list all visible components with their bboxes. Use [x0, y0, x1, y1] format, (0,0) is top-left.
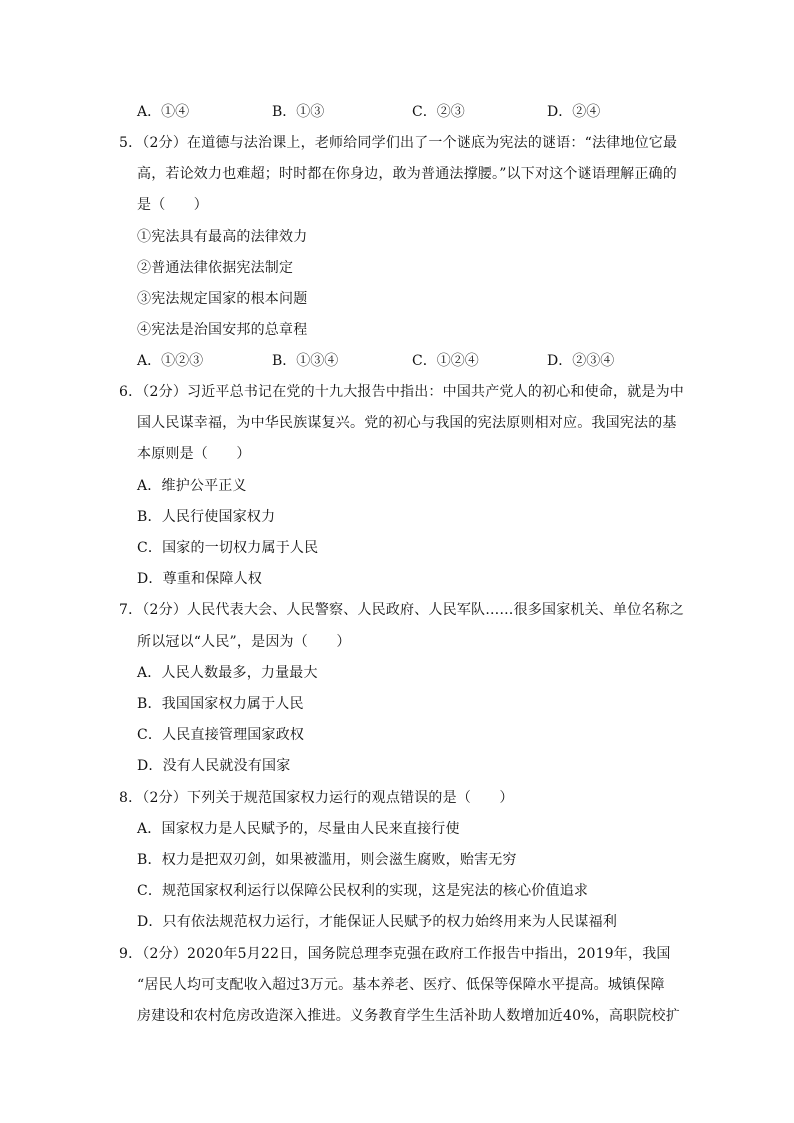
q7-option-a[interactable]: A．人民人数最多，力量最大	[137, 665, 318, 681]
q4-option-a[interactable]: A．①④	[137, 104, 190, 120]
q6-stem-line-1: 6．（2分）习近平总书记在党的十九大报告中指出：中国共产党人的初心和使命，就是为中	[119, 384, 685, 400]
q4-option-d[interactable]: D．②④	[547, 104, 601, 120]
q9-stem-line-3: 房建设和农村危房改造深入推进。义务教育学生生活补助人数增加近40%，高职院校扩	[137, 1008, 680, 1024]
q5-options	[137, 351, 657, 371]
q8-stem-line-1: 8．（2分）下列关于规范国家权力运行的观点错误的是（ ）	[119, 790, 514, 806]
q6-option-a[interactable]: A．维护公平正义	[137, 478, 247, 494]
q7-stem-line-2: 所以冠以“人民”，是因为（ ）	[137, 634, 351, 650]
q9-stem-line-2: “居民人均可支配收入超过3万元。基本养老、医疗、低保等保障水平提高。城镇保障	[137, 977, 665, 993]
q6-option-b[interactable]: B．人民行使国家权力	[137, 509, 276, 525]
q5-stem-line-1: 5．（2分）在道德与法治课上，老师给同学们出了一个谜底为宪法的谜语：“法律地位它最	[119, 135, 678, 151]
q5-option-a[interactable]: A．①②③	[137, 353, 204, 369]
q5-statement-1: ①宪法具有最高的法律效力	[137, 229, 308, 245]
q9-stem-line-1: 9．（2分）2020年5月22日，国务院总理李克强在政府工作报告中指出，2019年，我国	[119, 946, 671, 962]
q4-option-b[interactable]: B．①③	[272, 104, 325, 120]
q7-option-d[interactable]: D．没有人民就没有国家	[137, 758, 291, 774]
q4-option-c[interactable]: C．②③	[412, 104, 465, 120]
q7-option-b[interactable]: B．我国国家权力属于人民	[137, 696, 304, 712]
q6-stem-line-3: 本原则是（ ）	[137, 446, 251, 462]
q5-statement-3: ③宪法规定国家的根本问题	[137, 291, 308, 307]
q5-option-d[interactable]: D．②③④	[547, 353, 615, 369]
q5-option-c[interactable]: C．①②④	[412, 353, 479, 369]
q6-stem-line-2: 国人民谋幸福，为中华民族谋复兴。党的初心与我国的宪法原则相对应。我国宪法的基	[137, 415, 677, 431]
q8-option-d[interactable]: D．只有依法规范权力运行，才能保证人民赋予的权力始终用来为人民谋福利	[137, 914, 618, 930]
q8-option-b[interactable]: B．权力是把双刃剑，如果被滥用，则会滋生腐败，贻害无穷	[137, 852, 517, 868]
q7-stem-line-1: 7．（2分）人民代表大会、人民警察、人民政府、人民军队……很多国家机关、单位名称之	[119, 602, 685, 618]
q6-option-c[interactable]: C．国家的一切权力属于人民	[137, 540, 319, 556]
q5-statement-4: ④宪法是治国安邦的总章程	[137, 322, 308, 338]
q6-option-d[interactable]: D．尊重和保障人权	[137, 571, 263, 587]
q5-stem-line-3: 是（ ）	[137, 197, 208, 213]
q5-option-b[interactable]: B．①③④	[272, 353, 339, 369]
q4-options	[137, 102, 657, 122]
q7-option-c[interactable]: C．人民直接管理国家政权	[137, 727, 305, 743]
q5-statement-2: ②普通法律依据宪法制定	[137, 260, 294, 276]
q8-option-a[interactable]: A．国家权力是人民赋予的，尽量由人民来直接行使	[137, 821, 460, 837]
q5-stem-line-2: 高，若论效力也难超；时时都在你身边，敢为普通法撑腰。”以下对这个谜语理解正确的	[137, 166, 677, 182]
q8-option-c[interactable]: C．规范国家权利运行以保障公民权利的实现，这是宪法的核心价值追求	[137, 883, 589, 899]
